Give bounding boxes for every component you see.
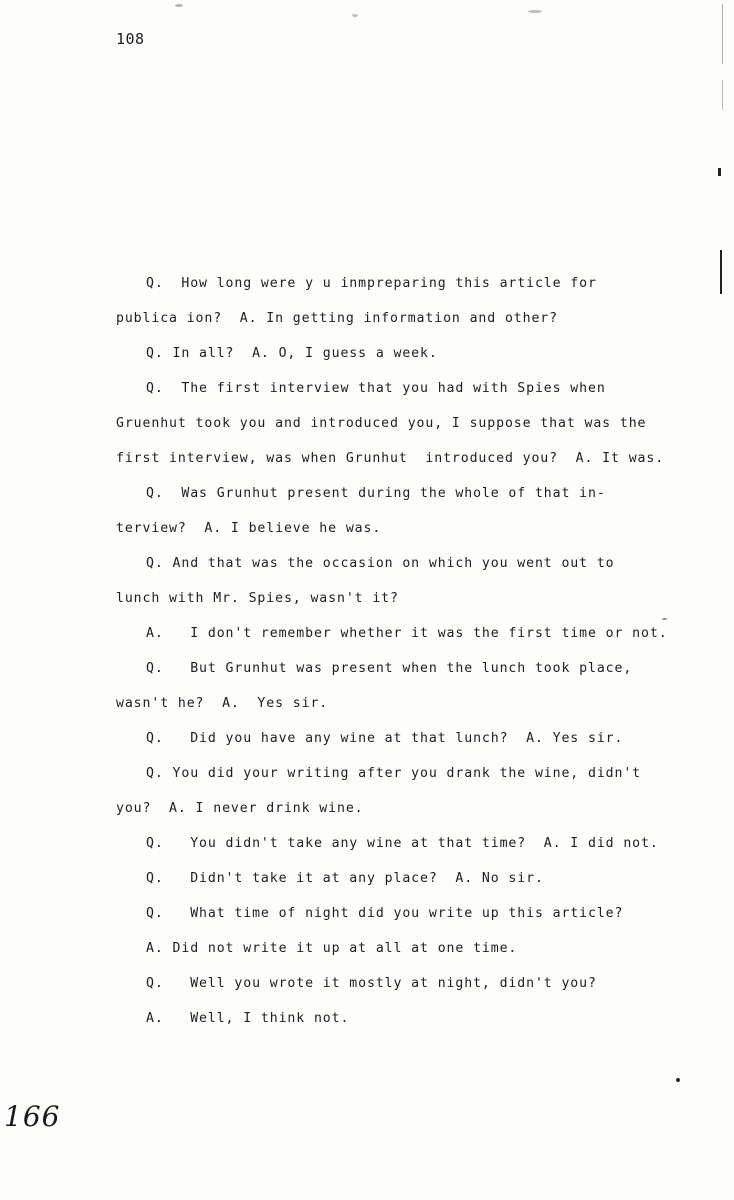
transcript-line: A. I don't remember whether it was the first time or not.: [146, 626, 668, 641]
transcript-line: wasn't he? A. Yes sir.: [116, 696, 329, 711]
transcript-line: Q. How long were y u inmpreparing this article for: [146, 276, 597, 291]
transcript-line: Q. Was Grunhut present during the whole of that in-: [146, 486, 606, 501]
transcript-line: A. Did not write it up at all at one time.: [146, 941, 518, 956]
scan-edge-mark: [718, 168, 721, 176]
transcript-line: you? A. I never drink wine.: [116, 801, 364, 816]
scan-edge-mark: [722, 80, 723, 110]
transcript-line: Q. You did your writing after you drank the wine, didn't: [146, 766, 642, 781]
transcript-line: Q. What time of night did you write up this article?: [146, 906, 624, 921]
scan-speck: [175, 4, 183, 7]
scan-speck: [352, 14, 358, 17]
transcript-line: Q. You didn't take any wine at that time? A. I did not.: [146, 836, 659, 851]
transcript-line: terview? A. I believe he was.: [116, 521, 382, 536]
transcript-line: Q. Did you have any wine at that lunch? A. Yes sir.: [146, 731, 624, 746]
scan-speck: [676, 1078, 680, 1082]
page-number: 108: [116, 30, 145, 48]
scan-edge-mark: [722, 4, 723, 64]
transcript-line: publica ion? A. In getting information and other?: [116, 311, 558, 326]
transcript-line: Q. The first interview that you had with Spies when: [146, 381, 606, 396]
handwritten-folio-number: 166: [4, 1100, 61, 1133]
transcript-line: A. Well, I think not.: [146, 1011, 350, 1026]
transcript-line: Q. In all? A. O, I guess a week.: [146, 346, 438, 361]
transcript-line: Q. But Grunhut was present when the lunch took place,: [146, 661, 633, 676]
transcript-line: Gruenhut took you and introduced you, I suppose that was the: [116, 416, 647, 431]
transcript-line: lunch with Mr. Spies, wasn't it?: [116, 591, 399, 606]
scan-speck: [528, 10, 542, 13]
transcript-line: Q. Didn't take it at any place? A. No sir.: [146, 871, 544, 886]
transcript-line: Q. Well you wrote it mostly at night, didn't you?: [146, 976, 597, 991]
scan-edge-mark: [720, 250, 722, 294]
transcript-line: first interview, was when Grunhut introduced you? A. It was.: [116, 451, 665, 466]
transcript-line: Q. And that was the occasion on which you went out to: [146, 556, 615, 571]
scan-speck: [662, 618, 667, 620]
